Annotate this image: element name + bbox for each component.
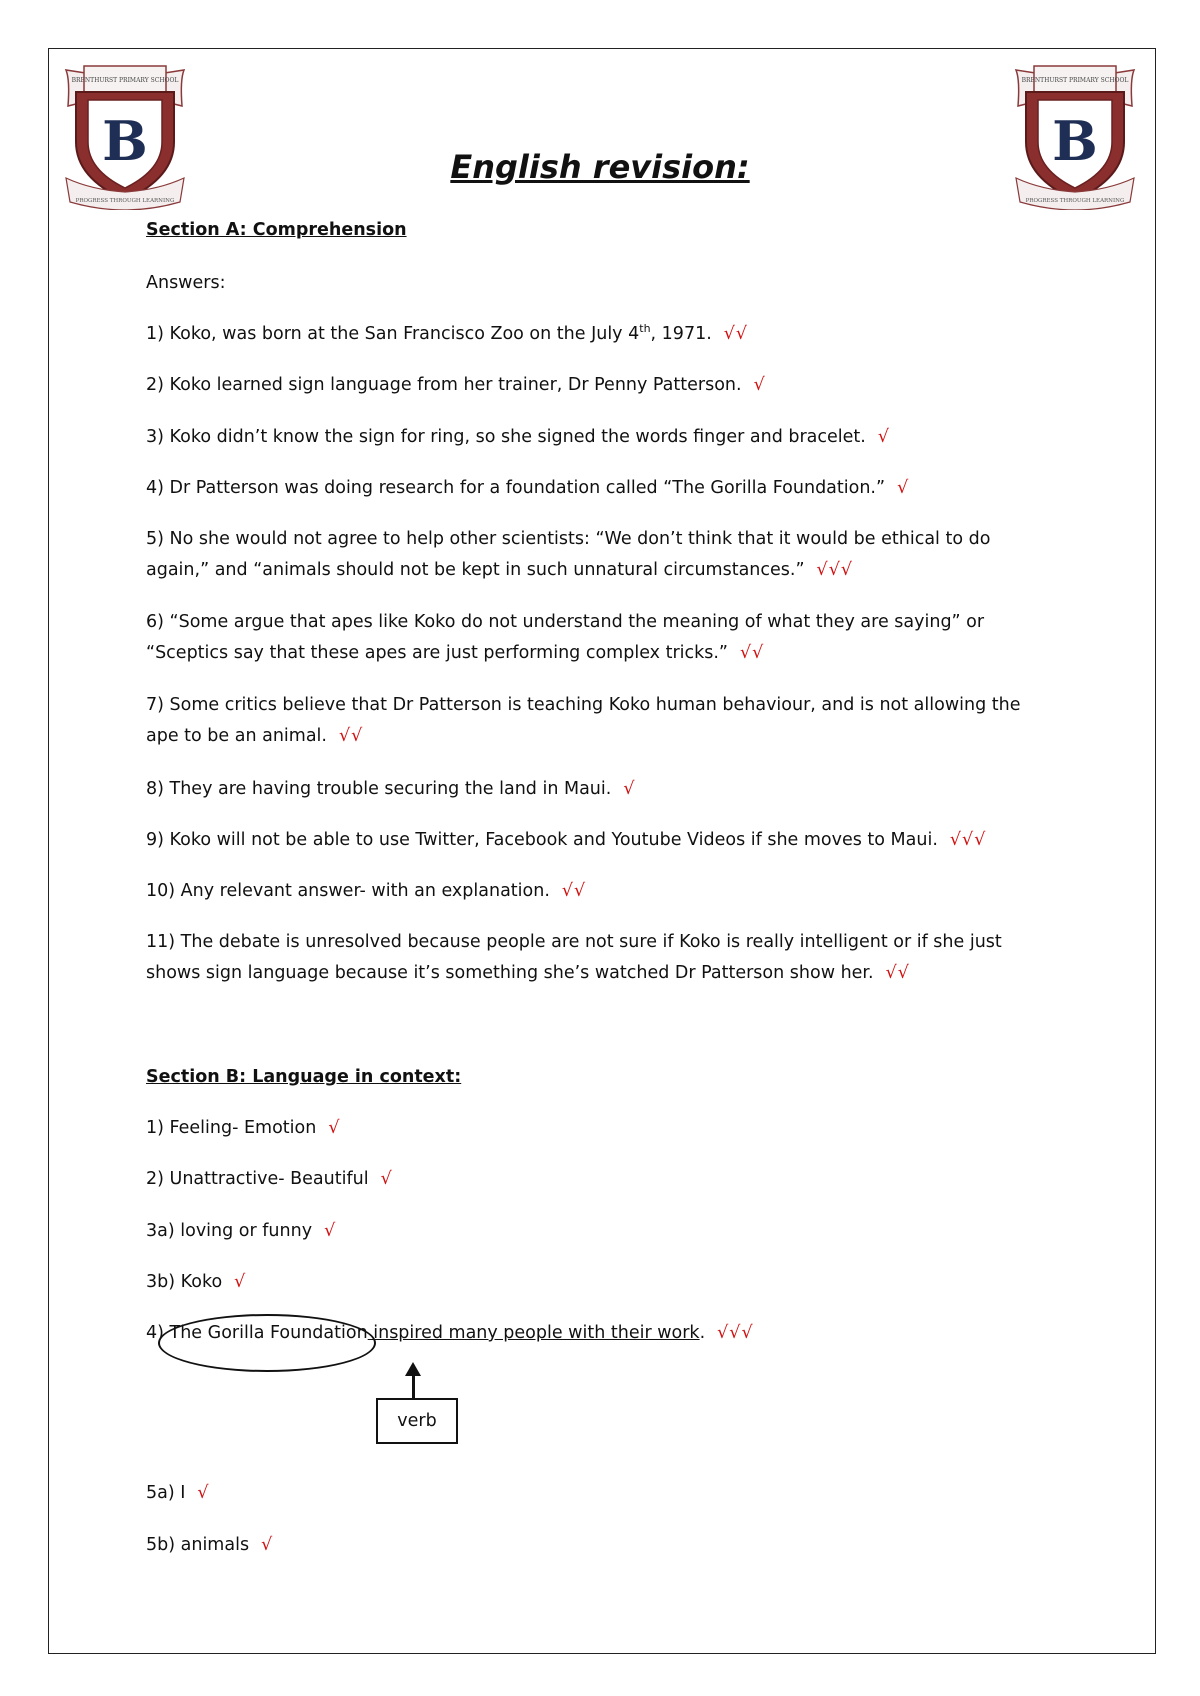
crest-letter: B [1052, 109, 1098, 173]
crest-banner-top: BRENTHURST PRIMARY SCHOOL [71, 77, 179, 84]
tick-marks: √√ [561, 881, 587, 901]
verb-label-box: verb [376, 1398, 458, 1444]
language-answer-5b: 5b) animals √ [146, 1535, 274, 1555]
tick-marks: √ [234, 1272, 247, 1292]
tick-marks: √ [623, 779, 636, 799]
language-answer-5a: 5a) I √ [146, 1483, 210, 1503]
answer-11: 11) The debate is unresolved because people are not sure if Koko is really intelligent or if she just shows sign language because it’s something she’s watched Dr Patterson show her. √√ [146, 932, 1002, 983]
tick-marks: √√√ [717, 1323, 754, 1343]
crest-letter: B [102, 109, 148, 173]
tick-marks: √√√ [816, 560, 854, 580]
crest-banner-bottom: PROGRESS THROUGH LEARNING [75, 198, 175, 204]
answer-7: 7) Some critics believe that Dr Patterson is teaching Koko human behaviour, and is not allowing the ape to be an animal. √√ [146, 695, 1021, 746]
section-b-heading: Section B: Language in context: [146, 1067, 462, 1087]
tick-marks: √√ [885, 963, 910, 983]
language-answer-3a: 3a) loving or funny √ [146, 1221, 337, 1241]
tick-marks: √ [380, 1169, 393, 1189]
tick-marks: √ [328, 1118, 341, 1138]
language-answer-4: 4) The Gorilla Foundation inspired many people with their work. √√√ [146, 1323, 754, 1343]
tick-marks: √√ [740, 643, 765, 663]
subject-circle [158, 1314, 376, 1372]
page-title: English revision: [450, 148, 750, 186]
tick-marks: √ [897, 478, 910, 498]
crest-banner-bottom: PROGRESS THROUGH LEARNING [1025, 198, 1125, 204]
language-answer-1: 1) Feeling- Emotion √ [146, 1118, 341, 1138]
answer-1: 1) Koko, was born at the San Francisco Zoo on the July 4th, 1971. √√ [146, 322, 749, 344]
answer-2: 2) Koko learned sign language from her trainer, Dr Penny Patterson. √ [146, 375, 766, 395]
tick-marks: √√√ [949, 830, 987, 850]
school-crest-right [1012, 60, 1138, 210]
tick-marks: √√ [723, 324, 749, 344]
tick-marks: √ [753, 375, 766, 395]
answer-6: 6) “Some argue that apes like Koko do not understand the meaning of what they are saying” or “Sceptics say that these apes are just performing complex tricks.” √√ [146, 612, 985, 663]
tick-marks: √ [261, 1535, 274, 1555]
tick-marks: √√ [338, 726, 364, 746]
subject-phrase: The Gorilla Foundation [169, 1323, 368, 1343]
answers-label: Answers: [146, 273, 226, 293]
tick-marks: √ [197, 1483, 210, 1503]
answer-3: 3) Koko didn’t know the sign for ring, so she signed the words finger and bracelet. √ [146, 427, 890, 447]
answer-4: 4) Dr Patterson was doing research for a foundation called “The Gorilla Foundation.” √ [146, 478, 910, 498]
answer-10: 10) Any relevant answer- with an explanation. √√ [146, 881, 587, 901]
school-crest-left [62, 60, 188, 210]
section-a-heading: Section A: Comprehension [146, 220, 407, 240]
language-answer-3b: 3b) Koko √ [146, 1272, 247, 1292]
answer-8: 8) They are having trouble securing the land in Maui. √ [146, 779, 636, 799]
crest-banner-top: BRENTHURST PRIMARY SCHOOL [1021, 77, 1129, 84]
tick-marks: √ [877, 427, 890, 447]
predicate-phrase: inspired many people with their work [367, 1323, 700, 1343]
tick-marks: √ [324, 1221, 337, 1241]
language-answer-2: 2) Unattractive- Beautiful √ [146, 1169, 393, 1189]
answer-5: 5) No she would not agree to help other scientists: “We don’t think that it would be ethical to do again,” and “animals should not be kept in such unnatural circumstances.” √√√ [146, 529, 991, 580]
answer-9: 9) Koko will not be able to use Twitter, Facebook and Youtube Videos if she moves to Maui. √√√ [146, 830, 987, 850]
